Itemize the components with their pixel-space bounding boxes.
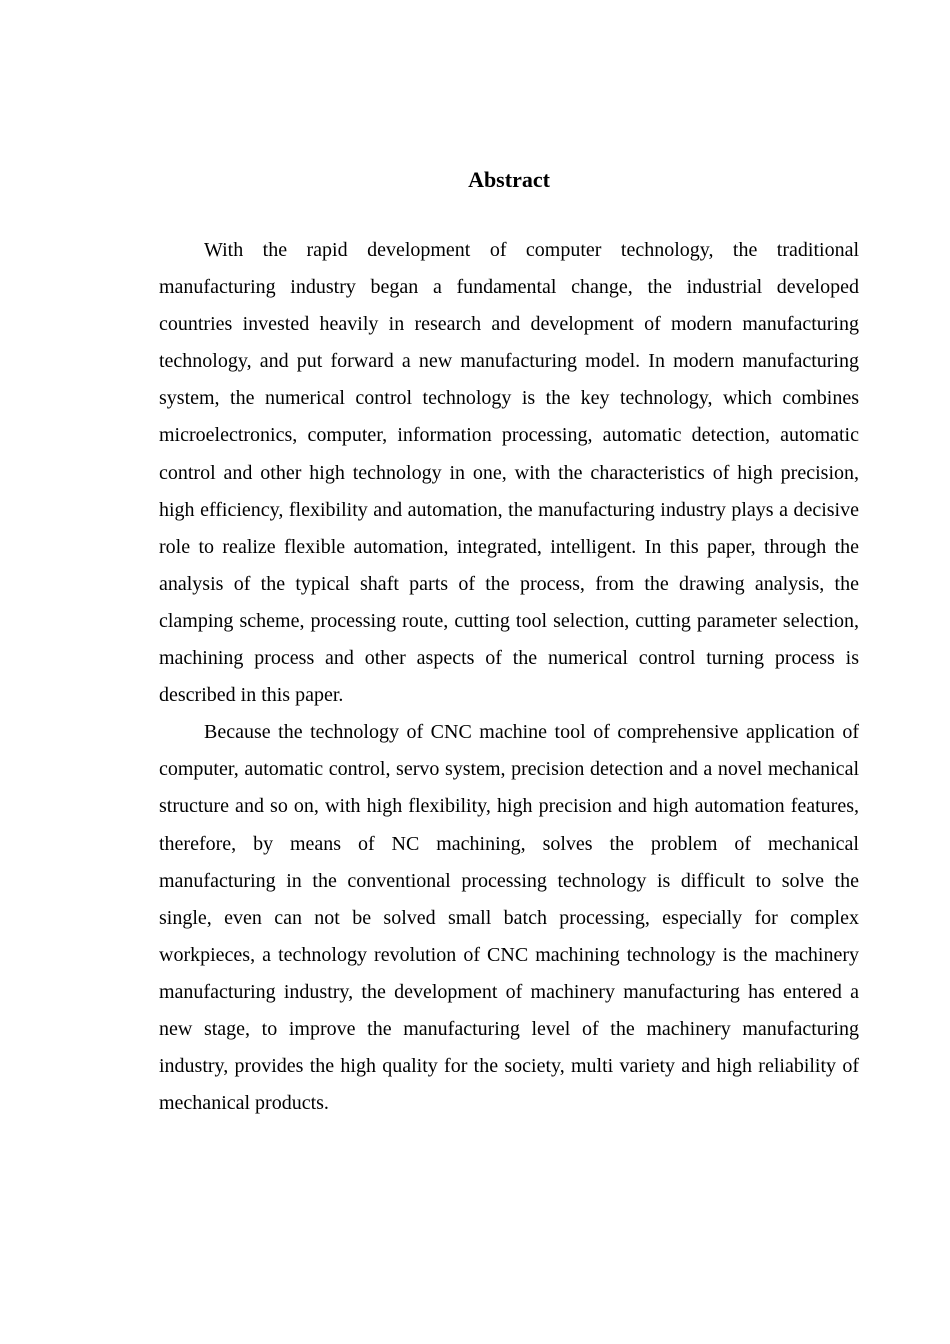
abstract-body bbox=[159, 232, 859, 1122]
abstract-paragraph-1: With the rapid development of computer technology, the traditional manufacturing industry began a fundamental change, the industrial developed countries invested heavily in research and development of modern manufacturing technology, and put forward a new manufacturing model. In modern manufacturing system, the numerical control technology is the key technology, which combines microelectronics, computer, information processing, automatic detection, automatic control and other high technology in one, with the characteristics of high precision, high efficiency, flexibility and automation, the manufacturing industry plays a decisive role to realize flexible automation, integrated, intelligent. In this paper, through the analysis of the typical shaft parts of the process, from the drawing analysis, the clamping scheme, processing route, cutting tool selection, cutting parameter selection, machining process and other aspects of the numerical control turning process is described in this paper. bbox=[159, 239, 859, 707]
abstract-paragraph-2: Because the technology of CNC machine tool of comprehensive application of computer, automatic control, servo system, precision detection and a novel mechanical structure and so on, with high flexibility, high precision and high automation features, therefore, by means of NC machining, solves the problem of mechanical manufacturing in the conventional processing technology is difficult to solve the single, even can not be solved small batch processing, especially for complex workpieces, a technology revolution of CNC machining technology is the machinery manufacturing industry, the development of machinery manufacturing has entered a new stage, to improve the manufacturing level of the machinery manufacturing industry, provides the high quality for the society, multi variety and high reliability of mechanical products. bbox=[159, 721, 859, 1115]
abstract-title: Abstract bbox=[468, 167, 550, 192]
